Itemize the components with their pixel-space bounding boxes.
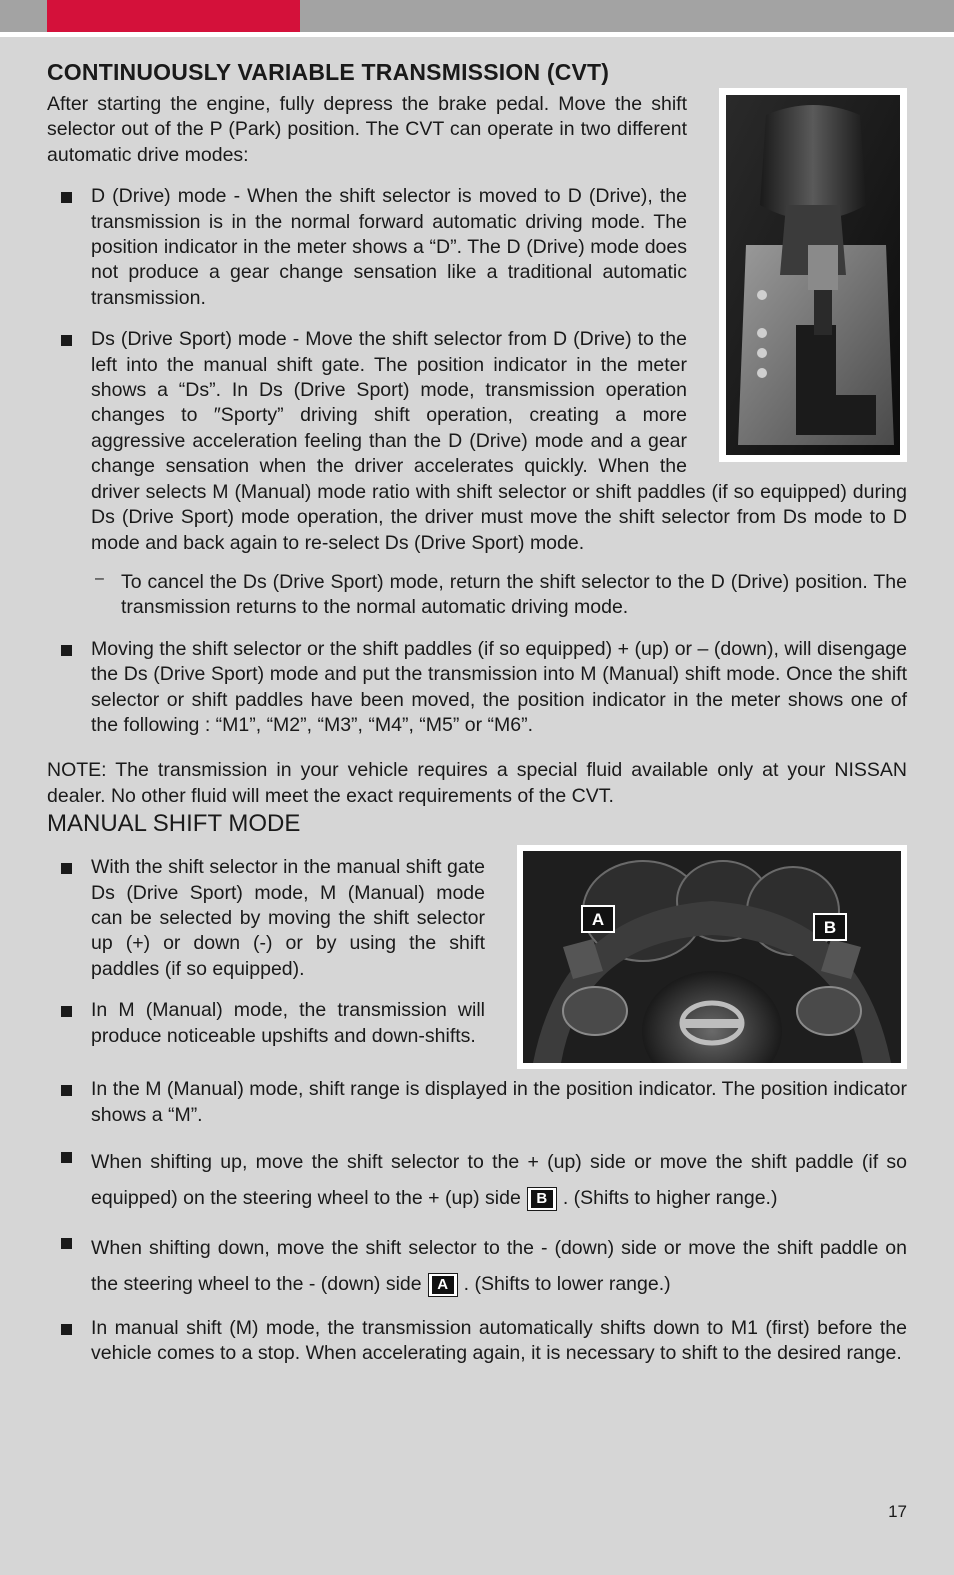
cvt-section-title: CONTINUOUSLY VARIABLE TRANSMISSION (CVT) bbox=[47, 59, 610, 85]
badge-a-icon: A bbox=[428, 1273, 458, 1297]
page-number: 17 bbox=[888, 1502, 907, 1521]
cvt-fluid-note: NOTE: The transmission in your vehicle requires a special fluid available only at your NISSAN dealer. No other fluid will meet the exact requirements of the CVT. bbox=[47, 759, 907, 807]
bullet-square-icon bbox=[61, 1085, 72, 1096]
manual-shift-title: MANUAL SHIFT MODE bbox=[47, 810, 301, 838]
list-item: In M (Manual) mode, the transmission will produce noticeable upshifts and down-shifts. bbox=[47, 998, 907, 1049]
label-a-marker: A bbox=[591, 910, 605, 930]
header-accent-tab bbox=[47, 0, 300, 32]
header-divider bbox=[0, 32, 954, 37]
badge-b-icon: B bbox=[527, 1187, 557, 1211]
list-item: Moving the shift selector or the shift paddles (if so equipped) + (up) or – (down), will disengage the Ds (Drive Sport) mode and put the transmission into M (Manual) shift mode. Once the shift selector or shift paddles have been moved, the position indicator in the meter shows one of the following : “M1”, “M2”, “M3”, “M4”, “M5” or “M6”. bbox=[47, 637, 907, 739]
manual-shift-list bbox=[47, 855, 907, 1367]
bullet-square-icon bbox=[61, 192, 72, 203]
bullet-square-icon bbox=[61, 863, 72, 874]
bullet-square-icon bbox=[61, 1152, 72, 1163]
list-item: When shifting down, move the shift selector to the - (down) side or move the shift paddle on the steering wheel to the - (down) side A . (Shifts to lower range.) bbox=[47, 1230, 907, 1302]
top-header-bar bbox=[0, 0, 954, 32]
bullet-square-icon bbox=[61, 1324, 72, 1335]
cancel-ds-note: – To cancel the Ds (Drive Sport) mode, return the shift selector to the D (Drive) position. The transmission returns to the normal automatic driving mode. bbox=[95, 569, 907, 619]
list-item: With the shift selector in the manual shift gate Ds (Drive Sport) mode, M (Manual) mode can be selected by moving the shift selector up (+) or down (-) or by using the shift paddles (if so equipped). bbox=[47, 855, 907, 982]
list-item: Ds (Drive Sport) mode - Move the shift selector from D (Drive) to the left into the manual shift gate. The position indicator in the meter shows a “Ds”. In Ds (Drive Sport) mode, transmission operation changes to ″Sporty” driving shift operation, creating a more aggressive acceleration feeling than the D (Drive) mode and a gear change sensation when the driver accelerates quickly. When the driver selects M (Manual) mode ratio with shift selector or shift paddles (if so equipped) during Ds (Drive Sport) mode operation, the driver must move the shift selector from Ds mode to D mode and back again to re-select Ds (Drive Sport) mode. bbox=[47, 327, 907, 556]
label-b-marker: B bbox=[823, 918, 837, 938]
list-item: In manual shift (M) mode, the transmission automatically shifts down to M1 (first) before the vehicle comes to a stop. When accelerating again, it is necessary to shift to the desired range. bbox=[47, 1316, 907, 1367]
bullet-square-icon bbox=[61, 645, 72, 656]
dash-bullet: – bbox=[95, 569, 104, 587]
page-content bbox=[47, 56, 907, 1367]
cvt-intro-paragraph: After starting the engine, fully depress the brake pedal. Move the shift selector out of the P (Park) position. The CVT can operate in two different automatic drive modes: bbox=[47, 93, 687, 166]
list-item: In the M (Manual) mode, shift range is displayed in the position indicator. The position indicator shows a “M”. bbox=[47, 1077, 907, 1128]
list-item: When shifting up, move the shift selector to the + (up) side or move the shift paddle (if so equipped) on the steering wheel to the + (up) side B . (Shifts to higher range.) bbox=[47, 1144, 907, 1216]
cvt-manual-list bbox=[47, 637, 907, 739]
bullet-square-icon bbox=[61, 1238, 72, 1249]
bullet-square-icon bbox=[61, 1006, 72, 1017]
bullet-square-icon bbox=[61, 335, 72, 346]
list-item: D (Drive) mode - When the shift selector is moved to D (Drive), the transmission is in the normal forward automatic driving mode. The position indicator in the meter shows a “D”. The D (Drive) mode does not produce a gear change sensation like a traditional automatic transmission. bbox=[47, 184, 907, 311]
cvt-mode-list bbox=[47, 184, 907, 556]
